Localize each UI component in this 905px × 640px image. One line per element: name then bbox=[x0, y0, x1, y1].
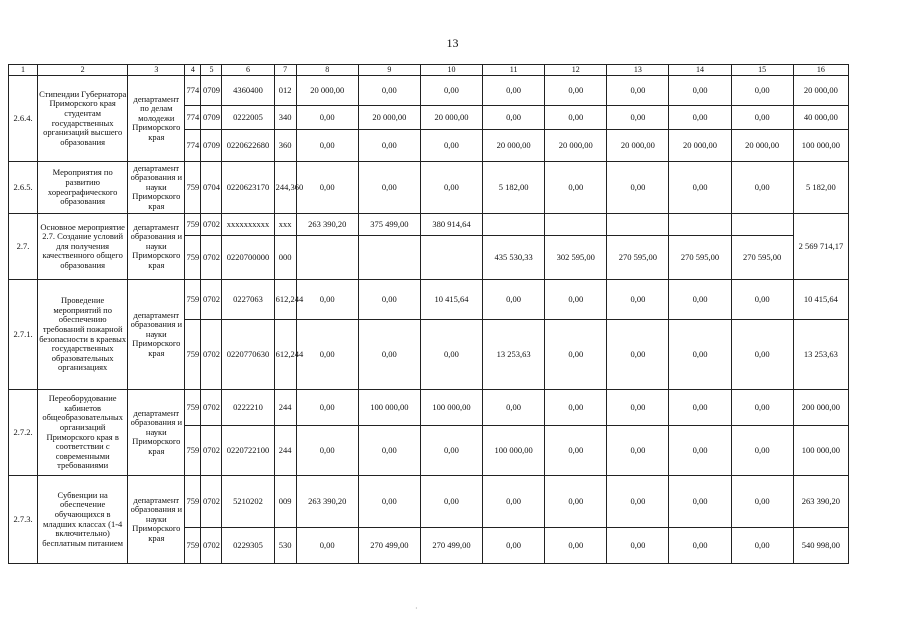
value-cell: 0,00 bbox=[607, 162, 669, 214]
value-cell: 0,00 bbox=[607, 528, 669, 564]
header-row bbox=[9, 65, 849, 76]
table-row bbox=[9, 280, 849, 320]
column-header: 9 bbox=[358, 65, 420, 76]
grbs-cell: 759 bbox=[185, 214, 201, 236]
value-cell: 20 000,00 bbox=[731, 130, 793, 162]
grbs-cell: 774 bbox=[185, 106, 201, 130]
value-cell bbox=[296, 236, 358, 280]
table-row bbox=[9, 162, 849, 214]
value-cell: 0,00 bbox=[669, 426, 731, 476]
grbs-cell: 774 bbox=[185, 76, 201, 106]
value-cell: 0,00 bbox=[669, 162, 731, 214]
value-cell: 0,00 bbox=[358, 76, 420, 106]
rzpr-cell: 0702 bbox=[201, 214, 222, 236]
grbs-cell: 759 bbox=[185, 528, 201, 564]
value-cell: 0,00 bbox=[296, 426, 358, 476]
total-cell: 10 415,64 bbox=[793, 280, 848, 320]
value-cell: 20 000,00 bbox=[296, 76, 358, 106]
value-cell: 435 530,33 bbox=[483, 236, 545, 280]
value-cell: 20 000,00 bbox=[669, 130, 731, 162]
budget-table bbox=[8, 64, 849, 564]
value-cell: 0,00 bbox=[731, 162, 793, 214]
total-cell: 2 569 714,17 bbox=[793, 214, 848, 280]
value-cell: 0,00 bbox=[607, 476, 669, 528]
item-department: департамент образования и науки Приморского края bbox=[128, 162, 185, 214]
item-code: 2.6.4. bbox=[9, 76, 38, 162]
grbs-cell: 759 bbox=[185, 320, 201, 390]
vr-cell: 244 bbox=[274, 426, 296, 476]
column-header: 3 bbox=[128, 65, 185, 76]
value-cell: 0,00 bbox=[545, 390, 607, 426]
vr-cell: 360 bbox=[274, 130, 296, 162]
item-name: Субвенции на обеспечение обучающихся в младших классах (1-4 включительно) бесплатным питанием bbox=[38, 476, 128, 564]
value-cell: 0,00 bbox=[296, 280, 358, 320]
value-cell: 0,00 bbox=[607, 280, 669, 320]
item-code: 2.6.5. bbox=[9, 162, 38, 214]
item-name: Мероприятия по развитию хореографического образования bbox=[38, 162, 128, 214]
value-cell: 0,00 bbox=[296, 320, 358, 390]
value-cell bbox=[669, 214, 731, 236]
value-cell: 20 000,00 bbox=[420, 106, 482, 130]
value-cell: 20 000,00 bbox=[358, 106, 420, 130]
value-cell: 0,00 bbox=[420, 76, 482, 106]
value-cell: 0,00 bbox=[669, 320, 731, 390]
item-name: Проведение мероприятий по обеспечению требований пожарной безопасности в краевых государственных образовательных организациях bbox=[38, 280, 128, 390]
grbs-cell: 759 bbox=[185, 236, 201, 280]
value-cell: 0,00 bbox=[296, 130, 358, 162]
value-cell: 100 000,00 bbox=[420, 390, 482, 426]
value-cell: 263 390,20 bbox=[296, 214, 358, 236]
value-cell: 375 499,00 bbox=[358, 214, 420, 236]
item-code: 2.7.3. bbox=[9, 476, 38, 564]
value-cell bbox=[483, 214, 545, 236]
value-cell: 100 000,00 bbox=[483, 426, 545, 476]
value-cell: 0,00 bbox=[358, 476, 420, 528]
grbs-cell: 759 bbox=[185, 426, 201, 476]
value-cell bbox=[731, 214, 793, 236]
page-number: 13 bbox=[446, 36, 459, 50]
vr-cell: 000 bbox=[274, 236, 296, 280]
rzpr-cell: 0702 bbox=[201, 426, 222, 476]
grbs-cell: 759 bbox=[185, 476, 201, 528]
column-header: 2 bbox=[38, 65, 128, 76]
value-cell: 0,00 bbox=[545, 280, 607, 320]
csr-cell: 0220623170 bbox=[222, 162, 274, 214]
total-cell: 40 000,00 bbox=[793, 106, 848, 130]
total-cell: 100 000,00 bbox=[793, 130, 848, 162]
column-header: 16 bbox=[793, 65, 848, 76]
value-cell: 0,00 bbox=[296, 162, 358, 214]
value-cell: 0,00 bbox=[420, 476, 482, 528]
value-cell: 0,00 bbox=[358, 426, 420, 476]
csr-cell: 0220700000 bbox=[222, 236, 274, 280]
vr-cell: 530 bbox=[274, 528, 296, 564]
total-cell: 20 000,00 bbox=[793, 76, 848, 106]
value-cell: 0,00 bbox=[607, 320, 669, 390]
vr-cell: 012 bbox=[274, 76, 296, 106]
table-row bbox=[9, 390, 849, 426]
table-row bbox=[9, 214, 849, 236]
column-header: 14 bbox=[669, 65, 731, 76]
value-cell: 0,00 bbox=[296, 528, 358, 564]
value-cell: 0,00 bbox=[545, 426, 607, 476]
grbs-cell: 774 bbox=[185, 130, 201, 162]
value-cell: 10 415,64 bbox=[420, 280, 482, 320]
total-cell: 540 998,00 bbox=[793, 528, 848, 564]
column-header: 8 bbox=[296, 65, 358, 76]
value-cell: 13 253,63 bbox=[483, 320, 545, 390]
csr-cell: 0220722100 bbox=[222, 426, 274, 476]
value-cell: 270 595,00 bbox=[669, 236, 731, 280]
grbs-cell: 759 bbox=[185, 390, 201, 426]
total-cell: 200 000,00 bbox=[793, 390, 848, 426]
item-code: 2.7.1. bbox=[9, 280, 38, 390]
value-cell: 380 914,64 bbox=[420, 214, 482, 236]
value-cell: 0,00 bbox=[607, 426, 669, 476]
csr-cell: 0222005 bbox=[222, 106, 274, 130]
column-header: 7 bbox=[274, 65, 296, 76]
value-cell: 0,00 bbox=[669, 76, 731, 106]
item-department: департамент образования и науки Приморского края bbox=[128, 390, 185, 476]
value-cell: 20 000,00 bbox=[607, 130, 669, 162]
value-cell: 270 499,00 bbox=[420, 528, 482, 564]
value-cell: 0,00 bbox=[731, 426, 793, 476]
vr-cell: 009 bbox=[274, 476, 296, 528]
value-cell: 0,00 bbox=[731, 280, 793, 320]
rzpr-cell: 0702 bbox=[201, 528, 222, 564]
value-cell: 270 595,00 bbox=[607, 236, 669, 280]
item-name: Переоборудование кабинетов общеобразовательных организаций Приморского края в соответствии с современными требованиями bbox=[38, 390, 128, 476]
item-code: 2.7.2. bbox=[9, 390, 38, 476]
total-cell: 263 390,20 bbox=[793, 476, 848, 528]
value-cell: 0,00 bbox=[669, 106, 731, 130]
value-cell: 20 000,00 bbox=[483, 130, 545, 162]
value-cell: 0,00 bbox=[358, 162, 420, 214]
value-cell: 0,00 bbox=[483, 390, 545, 426]
rzpr-cell: 0709 bbox=[201, 76, 222, 106]
value-cell: 0,00 bbox=[669, 528, 731, 564]
value-cell: 0,00 bbox=[731, 476, 793, 528]
value-cell: 0,00 bbox=[420, 130, 482, 162]
value-cell: 0,00 bbox=[731, 76, 793, 106]
vr-cell: 244 bbox=[274, 390, 296, 426]
value-cell: 0,00 bbox=[545, 76, 607, 106]
value-cell: 0,00 bbox=[731, 390, 793, 426]
value-cell: 0,00 bbox=[545, 106, 607, 130]
item-department: департамент образования и науки Приморского края bbox=[128, 476, 185, 564]
rzpr-cell: 0702 bbox=[201, 390, 222, 426]
value-cell: 0,00 bbox=[545, 476, 607, 528]
rzpr-cell: 0702 bbox=[201, 320, 222, 390]
value-cell: 0,00 bbox=[731, 106, 793, 130]
column-header: 6 bbox=[222, 65, 274, 76]
vr-cell: 612,244 bbox=[274, 320, 296, 390]
scan-mark: · bbox=[415, 604, 418, 613]
column-header: 5 bbox=[201, 65, 222, 76]
item-name: Стипендии Губернатора Приморского края студентам государственных организаций высшего образования bbox=[38, 76, 128, 162]
value-cell bbox=[358, 236, 420, 280]
column-header: 12 bbox=[545, 65, 607, 76]
column-header: 13 bbox=[607, 65, 669, 76]
value-cell: 0,00 bbox=[607, 76, 669, 106]
csr-cell: 0220770630 bbox=[222, 320, 274, 390]
item-code: 2.7. bbox=[9, 214, 38, 280]
value-cell: 100 000,00 bbox=[358, 390, 420, 426]
csr-cell: 0229305 bbox=[222, 528, 274, 564]
column-header: 11 bbox=[483, 65, 545, 76]
value-cell: 302 595,00 bbox=[545, 236, 607, 280]
column-header: 15 bbox=[731, 65, 793, 76]
value-cell: 0,00 bbox=[731, 528, 793, 564]
value-cell: 270 499,00 bbox=[358, 528, 420, 564]
item-department: департамент образования и науки Приморского края bbox=[128, 214, 185, 280]
value-cell: 0,00 bbox=[358, 130, 420, 162]
column-header: 4 bbox=[185, 65, 201, 76]
value-cell: 0,00 bbox=[358, 320, 420, 390]
item-department: департамент образования и науки Приморского края bbox=[128, 280, 185, 390]
csr-cell: 5210202 bbox=[222, 476, 274, 528]
grbs-cell: 759 bbox=[185, 280, 201, 320]
rzpr-cell: 0709 bbox=[201, 106, 222, 130]
vr-cell: 340 bbox=[274, 106, 296, 130]
rzpr-cell: 0704 bbox=[201, 162, 222, 214]
value-cell: 0,00 bbox=[296, 390, 358, 426]
value-cell: 0,00 bbox=[358, 280, 420, 320]
value-cell bbox=[545, 214, 607, 236]
value-cell: 0,00 bbox=[483, 476, 545, 528]
value-cell: 0,00 bbox=[483, 528, 545, 564]
value-cell: 0,00 bbox=[420, 426, 482, 476]
value-cell bbox=[420, 236, 482, 280]
item-name: Основное мероприятие 2.7. Создание условий для получения качественного общего образования bbox=[38, 214, 128, 280]
value-cell: 0,00 bbox=[483, 280, 545, 320]
vr-cell: 244,360 bbox=[274, 162, 296, 214]
grbs-cell: 759 bbox=[185, 162, 201, 214]
csr-cell: 4360400 bbox=[222, 76, 274, 106]
column-header: 10 bbox=[420, 65, 482, 76]
value-cell: 0,00 bbox=[669, 280, 731, 320]
value-cell: 270 595,00 bbox=[731, 236, 793, 280]
value-cell: 0,00 bbox=[669, 476, 731, 528]
value-cell: 0,00 bbox=[483, 76, 545, 106]
value-cell: 0,00 bbox=[669, 390, 731, 426]
table-row bbox=[9, 76, 849, 106]
value-cell bbox=[607, 214, 669, 236]
rzpr-cell: 0709 bbox=[201, 130, 222, 162]
value-cell: 0,00 bbox=[607, 390, 669, 426]
csr-cell: 0227063 bbox=[222, 280, 274, 320]
value-cell: 263 390,20 bbox=[296, 476, 358, 528]
value-cell: 0,00 bbox=[420, 162, 482, 214]
column-header: 1 bbox=[9, 65, 38, 76]
total-cell: 13 253,63 bbox=[793, 320, 848, 390]
csr-cell: 0222210 bbox=[222, 390, 274, 426]
rzpr-cell: 0702 bbox=[201, 280, 222, 320]
rzpr-cell: 0702 bbox=[201, 236, 222, 280]
vr-cell: 612,244 bbox=[274, 280, 296, 320]
value-cell: 0,00 bbox=[545, 162, 607, 214]
csr-cell: 0220622680 bbox=[222, 130, 274, 162]
value-cell: 0,00 bbox=[545, 528, 607, 564]
value-cell: 20 000,00 bbox=[545, 130, 607, 162]
rzpr-cell: 0702 bbox=[201, 476, 222, 528]
value-cell: 0,00 bbox=[607, 106, 669, 130]
table-row bbox=[9, 476, 849, 528]
total-cell: 5 182,00 bbox=[793, 162, 848, 214]
item-department: департамент по делам молодежи Приморского края bbox=[128, 76, 185, 162]
vr-cell: xxx bbox=[274, 214, 296, 236]
total-cell: 100 000,00 bbox=[793, 426, 848, 476]
value-cell: 0,00 bbox=[420, 320, 482, 390]
value-cell: 0,00 bbox=[731, 320, 793, 390]
value-cell: 0,00 bbox=[545, 320, 607, 390]
value-cell: 0,00 bbox=[296, 106, 358, 130]
value-cell: 0,00 bbox=[483, 106, 545, 130]
csr-cell: xxxxxxxxxx bbox=[222, 214, 274, 236]
value-cell: 5 182,00 bbox=[483, 162, 545, 214]
